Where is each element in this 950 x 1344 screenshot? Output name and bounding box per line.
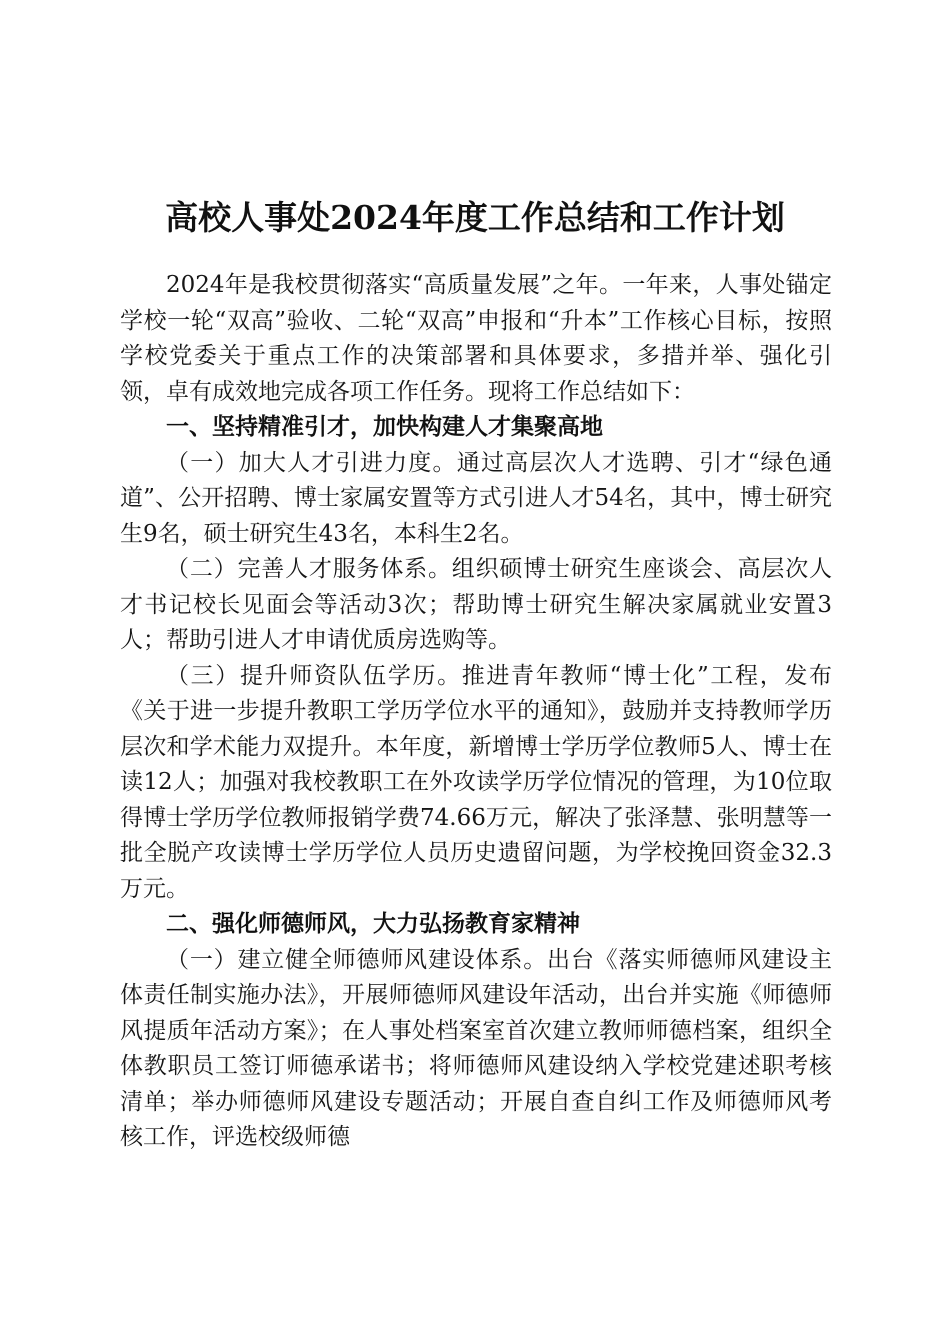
item-text: 出台《落实师德师风建设主体责任制实施办法》，开展师德师风建设年活动，出台并实施《师德师风提质年活动方案》；在人事处档案室首次建立教师师德档案，组织全体教职员工签订师德承诺书；将师德师风建设纳入学校党建述职考核清单；举办师德师风建设专题活动；开展自查自纠工作及师德师风考核工作，评选校级师德 xyxy=(120,946,833,1150)
document-body xyxy=(120,268,832,1156)
item-label: （三）提升师资队伍学历。 xyxy=(166,662,462,689)
section-heading-2: 二、强化师德师风，大力弘扬教育家精神 xyxy=(166,911,580,937)
intro-paragraph: 2024年是我校贯彻落实“高质量发展”之年。一年来，人事处锚定学校一轮“双高”验收、二轮“双高”申报和“升本”工作核心目标，按照学校党委关于重点工作的决策部署和具体要求，多措并举、强化引领，卓有成效地完成各项工作任务。现将工作总结如下： xyxy=(120,272,832,405)
item-label: （一）加大人才引进力度。 xyxy=(166,449,457,476)
item-label: （一）建立健全师德师风建设体系。 xyxy=(166,946,548,973)
section-1-item-1 xyxy=(120,446,832,553)
section-2-item-1 xyxy=(120,943,832,1156)
item-text: 通过高层次人才选聘、引才“绿色通道”、公开招聘、博士家属安置等方式引进人才54名，其中，博士研究生9名，硕士研究生43名，本科生2名。 xyxy=(120,449,833,547)
document-title: 高校人事处2024年度工作总结和工作计划 xyxy=(165,198,785,237)
item-label: （二）完善人才服务体系。 xyxy=(166,556,452,582)
section-1-item-2 xyxy=(120,552,832,659)
item-text: 推进青年教师“博士化”工程，发布《关于进一步提升教职工学历学位水平的通知》，鼓励并支持教师学历层次和学术能力双提升。本年度，新增博士学历学位教师5人、博士在读12人；加强对我校教职工在外攻读学历学位情况的管理，为10位取得博士学历学位教师报销学费74.66万元，解决了张泽慧、张明慧等一批全脱产攻读博士学历学位人员历史遗留问题，为学校挽回资金32.3万元。 xyxy=(120,662,832,902)
section-1-item-3 xyxy=(120,659,832,908)
section-heading-1: 一、坚持精准引才，加快构建人才集聚高地 xyxy=(166,414,603,440)
item-text: 组织硕博士研究生座谈会、高层次人才书记校长见面会等活动3次；帮助博士研究生解决家属就业安置3人；帮助引进人才申请优质房选购等。 xyxy=(120,556,833,653)
